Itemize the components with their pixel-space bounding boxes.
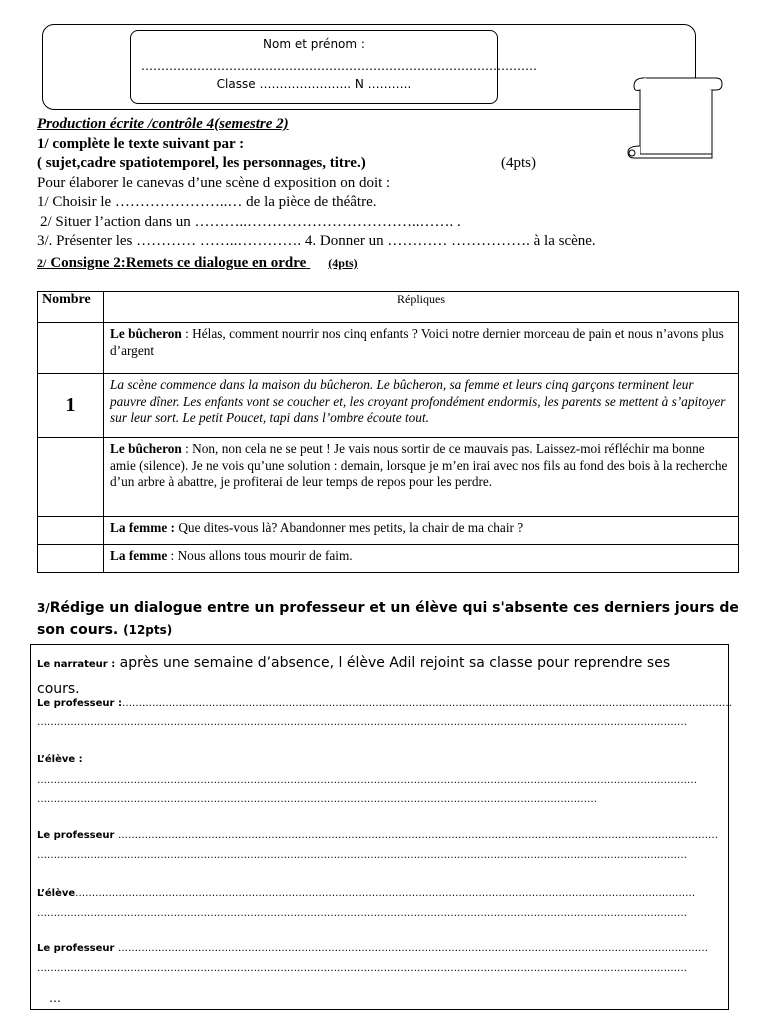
answer-line-student-1[interactable]: ……………………………………………………………………………………………………………………………………………………………………………… bbox=[37, 775, 697, 786]
answer-line-professor-3b[interactable]: …………………………………………………………………………………………………………………………………………………………………………… bbox=[37, 963, 687, 974]
narrator-label: Le narrateur : bbox=[37, 659, 116, 670]
q1-items: ( sujet,cadre spatiotemporel, les personnages, titre.) bbox=[37, 155, 366, 171]
answer-ellipsis: … bbox=[49, 991, 61, 1005]
row-reply bbox=[104, 374, 739, 438]
q1-line3: 3/. Présenter les ………… ……..…………. 4. Donner un ………… ……………. à la scène. bbox=[37, 233, 596, 249]
q3-points: (12pts) bbox=[123, 623, 173, 637]
row-number[interactable]: 1 bbox=[38, 374, 104, 438]
row-number[interactable] bbox=[38, 323, 104, 374]
reply-text: Non, non cela ne se peut ! Je vais nous sortir de ce mauvais pas. Laissez-moi réfléchir ma bonne amie (silence). Je ne vois qu’une solution : demain, lorsque je m’en irai avec nos fils au fond des bois à la recherche d’un arbre à abattre, je profiterai de leur temps de repos pour les perdre. bbox=[110, 441, 728, 489]
q2-heading: Consigne 2:Remets ce dialogue en ordre bbox=[50, 255, 307, 271]
page-title: Production écrite /contrôle 4(semestre 2) bbox=[37, 116, 289, 132]
q1-points: (4pts) bbox=[501, 155, 536, 171]
row-reply: Le bûcheron : Non, non cela ne se peut ! Je vais nous sortir de ce mauvais pas. Laissez-moi réfléchir ma bonne amie (silence). Je ne vois qu’une solution : demain, lorsque je m’en irai avec nos fils au fond des bois à la recherche d’un arbre à abattre, je profiterai de leur temps de repos pour les perdre. bbox=[104, 438, 739, 517]
speaker: Le bûcheron bbox=[110, 441, 182, 456]
dialogue-table bbox=[37, 291, 739, 573]
row-number[interactable] bbox=[38, 438, 104, 517]
reply-text: Que dites-vous là? Abandonner mes petits, la chair de ma chair ? bbox=[178, 520, 524, 535]
q1-line1: 1/ Choisir le …………………..… de la pièce de théâtre. bbox=[37, 194, 377, 210]
q3-number: 3/ bbox=[37, 601, 50, 615]
answer-line-student-2b[interactable]: …………………………………………………………………………………………………………………………………………………………………………… bbox=[37, 908, 687, 919]
table-row bbox=[38, 517, 739, 545]
table-row bbox=[38, 374, 739, 438]
scroll-icon bbox=[620, 74, 724, 164]
q3-text: Rédige un dialogue entre un professeur et un élève qui s'absente ces derniers jours de son cours. bbox=[37, 600, 739, 638]
row-reply bbox=[104, 517, 739, 545]
narrator-line bbox=[37, 651, 717, 701]
row-reply: Le bûcheron : Hélas, comment nourrir nos cinq enfants ? Voici notre dernier morceau de pain et nous n’avons plus d’argent bbox=[104, 323, 739, 374]
speaker: La femme : bbox=[110, 520, 175, 535]
table-row bbox=[38, 545, 739, 573]
answer-line-professor-2[interactable]: Le professeur ……………………………………………………………………………………………………………………………………………………………… bbox=[37, 830, 718, 841]
class-line: Classe ………………….. N ……….. bbox=[216, 77, 412, 91]
q1-intro: Pour élaborer le canevas d’une scène d exposition on doit : bbox=[37, 175, 391, 191]
col-number-header: Nombre bbox=[38, 292, 104, 323]
col-replies-header: Répliques bbox=[104, 292, 739, 323]
name-label: Nom et prénom : bbox=[263, 37, 365, 51]
table-row bbox=[38, 323, 739, 374]
narrator-text: après une semaine d’absence, l élève Adil rejoint sa classe pour reprendre ses cours. bbox=[37, 655, 671, 697]
answer-line-student-1b[interactable]: …………………………………………………………………………………………………………………………………………………… bbox=[37, 794, 597, 805]
row-reply: La femme : Nous allons tous mourir de faim. bbox=[104, 545, 739, 573]
q1-heading: 1/ complète le texte suivant par : bbox=[37, 136, 245, 152]
speaker: La femme bbox=[110, 548, 168, 563]
answer-label-student-1: L’élève : bbox=[37, 754, 83, 765]
answer-line-professor-1[interactable]: Le professeur :………………………………………………………………………………………………………………………………………………………………… bbox=[37, 698, 732, 709]
name-dots: ……………………………………………………………………………………… bbox=[141, 59, 537, 73]
answer-box[interactable] bbox=[30, 644, 732, 1010]
q3-instruction bbox=[37, 597, 757, 641]
reply-text: Hélas, comment nourrir nos cinq enfants ? Voici notre dernier morceau de pain et nous n’avons plus d’argent bbox=[110, 326, 724, 358]
speaker: Le bûcheron bbox=[110, 326, 182, 341]
q2-heading-line bbox=[37, 254, 358, 272]
q2-points: (4pts) bbox=[328, 256, 358, 270]
student-info-box bbox=[130, 30, 537, 104]
answer-line-professor-1b[interactable]: …………………………………………………………………………………………………………………………………………………………………………… bbox=[37, 717, 687, 728]
table-row bbox=[38, 438, 739, 517]
q2-number: 2/ bbox=[37, 256, 47, 270]
reply-text: La scène commence dans la maison du bûcheron. Le bûcheron, sa femme et leurs cinq garçons terminent leur pauvre dîner. Les enfants vont se coucher et, les croyant profondément endormis, les parents se mettent à s’apitoyer sur leur sort. Le petit Poucet, tapi dans l’ombre écoute tout. bbox=[110, 377, 726, 425]
row-number[interactable] bbox=[38, 545, 104, 573]
answer-line-student-2[interactable]: L’élève…………………………………………………………………………………………………………………………………………………………………… bbox=[37, 888, 696, 899]
reply-text: Nous allons tous mourir de faim. bbox=[177, 548, 353, 563]
answer-line-professor-3[interactable]: Le professeur …………………………………………………………………………………………………………………………………………………………… bbox=[37, 943, 708, 954]
q1-line2: 2/ Situer l’action dans un ………..……………………………..……. . bbox=[40, 214, 461, 230]
table-header bbox=[38, 292, 739, 323]
answer-line-professor-2b[interactable]: …………………………………………………………………………………………………………………………………………………………………………… bbox=[37, 850, 687, 861]
row-number[interactable] bbox=[38, 517, 104, 545]
